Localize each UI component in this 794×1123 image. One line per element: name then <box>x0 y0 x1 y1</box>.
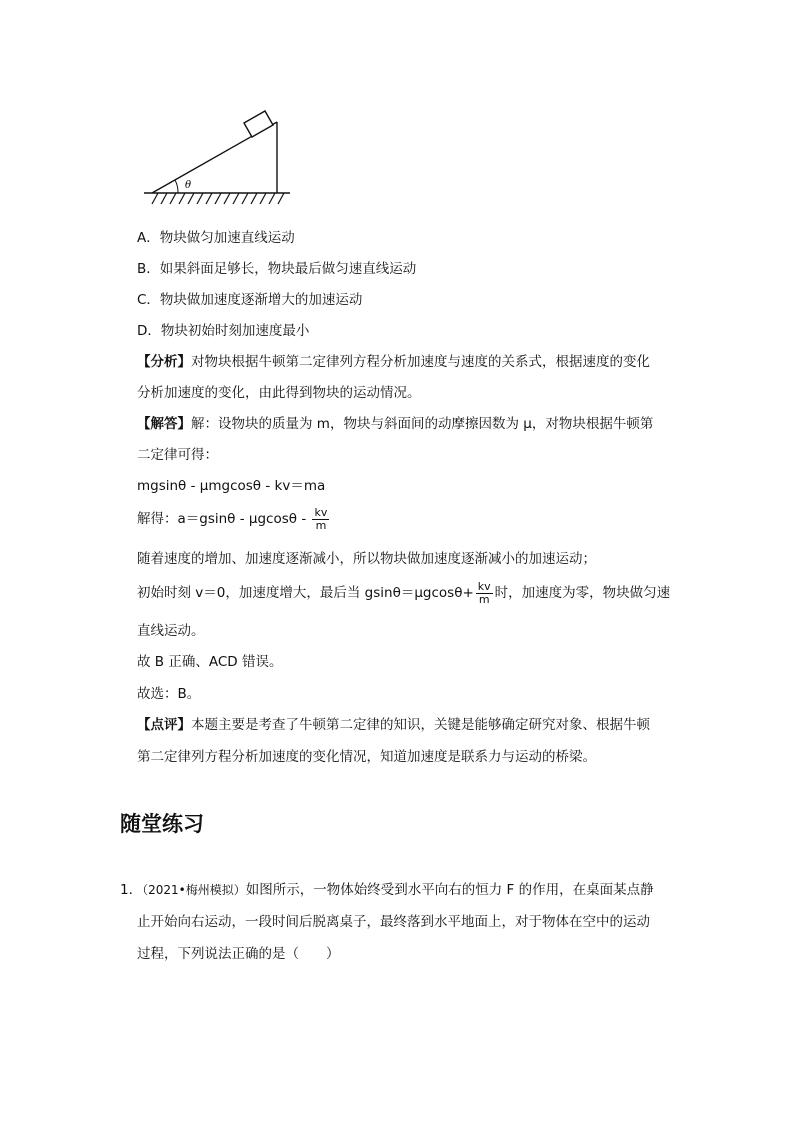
option-a: A．物块做匀加速直线运动 <box>137 230 295 246</box>
option-b: B．如果斜面足够长，物块最后做匀速直线运动 <box>137 261 417 277</box>
equation-2-prefix: 解得：a＝gsinθ - μgcosθ - <box>137 511 311 527</box>
angle-arc <box>175 180 178 193</box>
option-c: C．物块做加速度逐渐增大的加速运动 <box>137 292 363 308</box>
ground-hatching <box>152 193 284 204</box>
analysis-line-2: 分析加速度的变化，由此得到物块的运动情况。 <box>137 385 421 401</box>
answer-line-2: 二定律可得： <box>137 447 218 463</box>
question-text-1: 如图所示，一物体始终受到水平向右的恒力 F 的作用，在桌面某点静 <box>245 882 654 898</box>
fraction-kv-over-m-2 <box>476 581 493 606</box>
angle-label: θ <box>185 180 192 191</box>
answer-line-4 <box>137 580 670 606</box>
fraction-numerator-2: kv <box>477 579 491 593</box>
answer-line-3: 随着速度的增加、加速度逐渐减小，所以物块做加速度逐渐减小的加速运动； <box>137 551 596 567</box>
option-d: D．物块初始时刻加速度最小 <box>137 323 310 339</box>
comment-line-1 <box>137 715 650 735</box>
answer-line-5: 直线运动。 <box>137 623 205 639</box>
analysis-line-1 <box>137 352 650 372</box>
analysis-text-1: 对物块根据牛顿第二定律列方程分析加速度与速度的关系式，根据速度的变化 <box>191 354 650 370</box>
comment-text-1: 本题主要是考查了牛顿第二定律的知识，关键是能够确定研究对象、根据牛顿 <box>191 717 650 733</box>
question-source: （2021•梅州模拟） <box>142 883 246 897</box>
fraction-kv-over-m <box>312 507 329 532</box>
question-number: 1． <box>120 882 143 898</box>
question-1-line-3: 过程，下列说法正确的是（ ） <box>137 946 340 962</box>
answer-text-1: 解：设物块的质量为 m，物块与斜面间的动摩擦因数为 μ，对物块根据牛顿第 <box>191 416 654 432</box>
equation-2 <box>137 506 331 532</box>
fraction-denominator-2: m <box>478 592 490 606</box>
fraction-numerator: kv <box>314 505 328 519</box>
answer-line-4-suffix: 时，加速度为零，物块做匀速 <box>494 585 671 601</box>
question-1-line-2: 止开始向右运动，一段时间后脱离桌子，最终落到水平地面上，对于物体在空中的运动 <box>137 914 650 930</box>
answer-tag: 【解答】 <box>137 416 191 432</box>
answer-line-6: 故 B 正确、ACD 错误。 <box>137 654 283 670</box>
question-1-line-1 <box>120 880 654 900</box>
equation-1: mgsinθ - μmgcosθ - kv＝ma <box>137 478 326 494</box>
answer-line-7: 故选：B。 <box>137 686 201 702</box>
comment-tag: 【点评】 <box>137 717 191 733</box>
fraction-denominator: m <box>315 518 327 532</box>
incline-figure <box>140 104 300 210</box>
block <box>244 111 273 137</box>
comment-line-2: 第二定律列方程分析加速度的变化情况，知道加速度是联系力与运动的桥梁。 <box>137 749 596 765</box>
incline-diagram <box>140 104 300 210</box>
section-title: 随堂练习 <box>120 812 204 836</box>
answer-line-1 <box>137 414 653 434</box>
analysis-tag: 【分析】 <box>137 354 191 370</box>
answer-line-4-prefix: 初始时刻 v＝0，加速度增大，最后当 gsinθ＝μgcosθ+ <box>137 585 474 601</box>
